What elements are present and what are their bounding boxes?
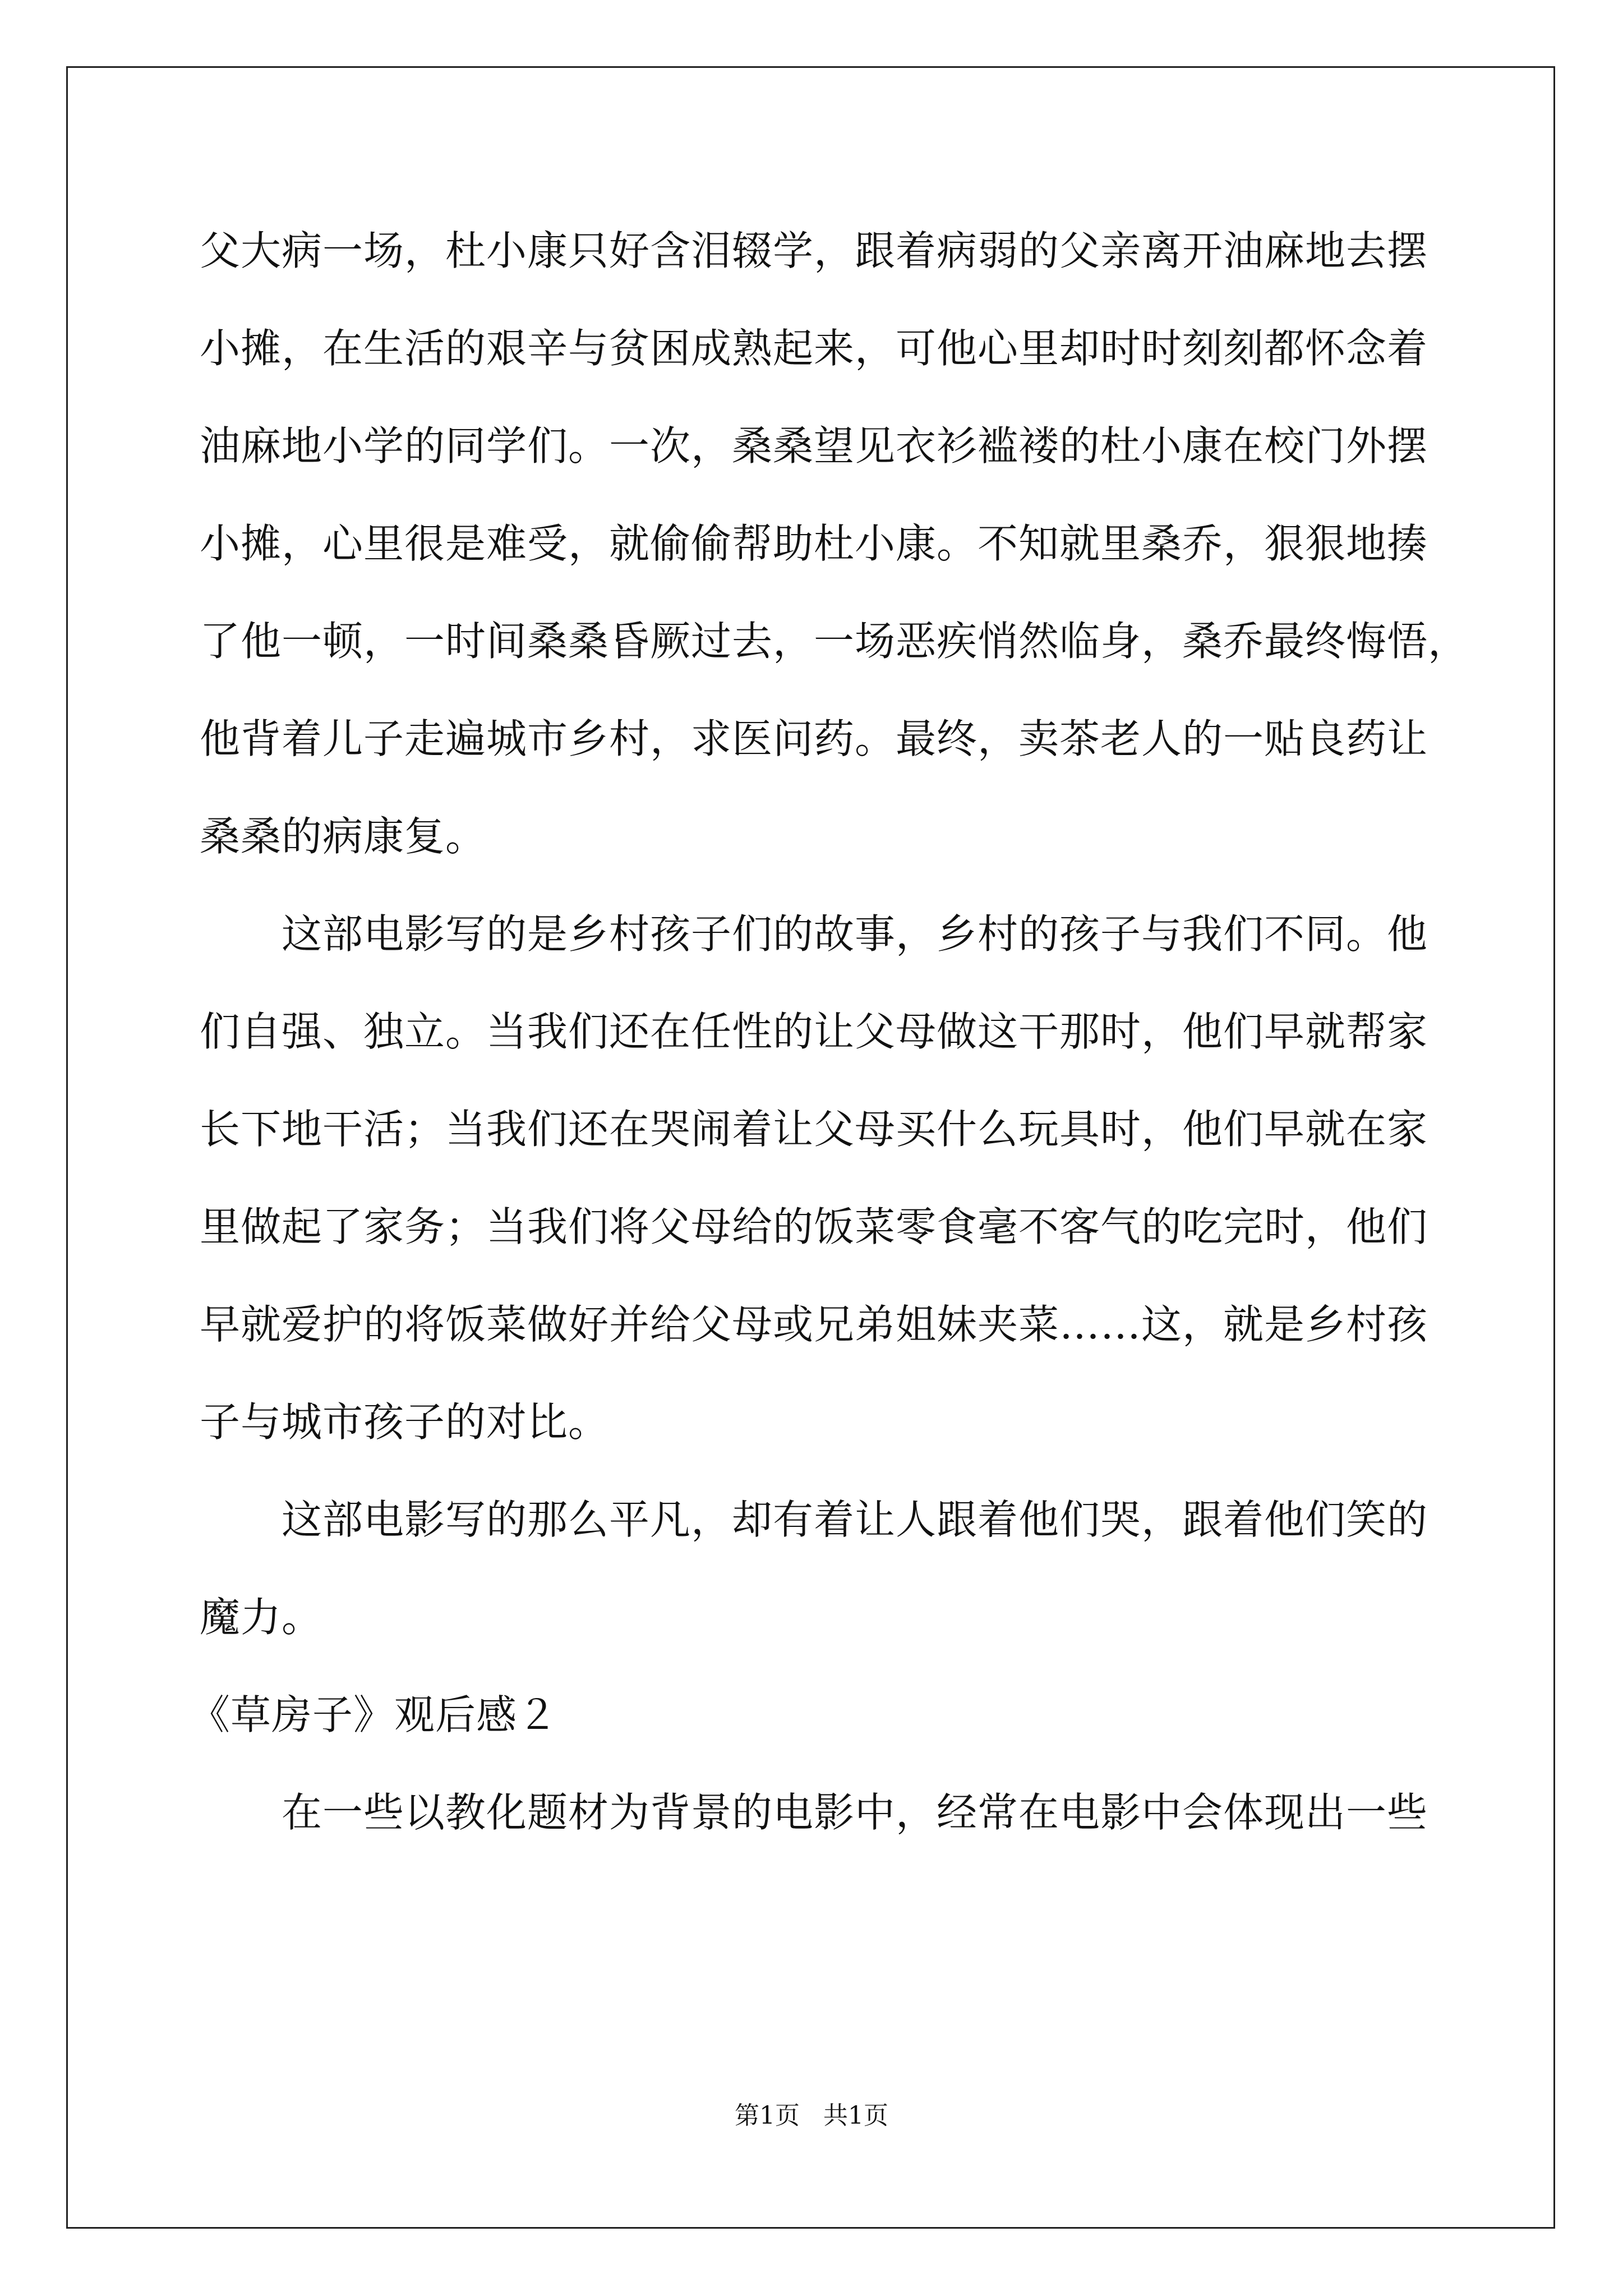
- text-line: 在一些以教化题材为背景的电影中，经常在电影中会体现出一些: [282, 1789, 1428, 1836]
- text-line: 里做起了家务；当我们将父母给的饭菜零食毫不客气的吃完时，他们: [200, 1203, 1428, 1250]
- paragraph-4: [200, 1764, 1433, 1861]
- text-line: 油麻地小学的同学们。一次，桑桑望见衣衫褴褛的杜小康在校门外摆: [200, 422, 1428, 470]
- text-line: 魔力。: [200, 1594, 323, 1641]
- page-total: 共1页: [823, 2101, 888, 2130]
- text-line: 了他一顿，一时间桑桑昏厥过去，一场恶疾悄然临身，桑乔最终悔悟，: [200, 618, 1469, 665]
- text-line: 子与城市孩子的对比。: [200, 1398, 610, 1446]
- text-line: 小摊，在生活的艰辛与贫困成熟起来，可他心里却时时刻刻都怀念着: [200, 325, 1428, 372]
- page-number: 第1页: [735, 2101, 800, 2130]
- section-heading: 《草房子》观后感２: [190, 1691, 559, 1738]
- text-line: 们自强、独立。当我们还在任性的让父母做这干那时，他们早就帮家: [200, 1008, 1428, 1055]
- text-line: 这部电影写的是乡村孩子们的故事，乡村的孩子与我们不同。他: [282, 910, 1428, 958]
- text-line: 父大病一场，杜小康只好含泪辍学，跟着病弱的父亲离开油麻地去摆: [200, 227, 1428, 274]
- page-footer: [0, 2095, 1623, 2131]
- text-line: 这部电影写的那么平凡，却有着让人跟着他们哭，跟着他们笑的: [282, 1496, 1428, 1543]
- text-line: 他背着儿子走遍城市乡村，求医问药。最终，卖茶老人的一贴良药让: [200, 715, 1428, 762]
- paragraph-1: [200, 202, 1469, 885]
- paragraph-2: [200, 885, 1433, 1471]
- paragraph-3: [200, 1471, 1433, 1666]
- text-line: 早就爱护的将饭菜做好并给父母或兄弟姐妹夹菜……这，就是乡村孩: [200, 1301, 1428, 1348]
- document-body: [190, 202, 1469, 1861]
- text-line: 小摊，心里很是难受，就偷偷帮助杜小康。不知就里桑乔，狠狠地揍: [200, 520, 1428, 567]
- text-line: 桑桑的病康复。: [200, 813, 487, 860]
- text-line: 长下地干活；当我们还在哭闹着让父母买什么玩具时，他们早就在家: [200, 1106, 1428, 1153]
